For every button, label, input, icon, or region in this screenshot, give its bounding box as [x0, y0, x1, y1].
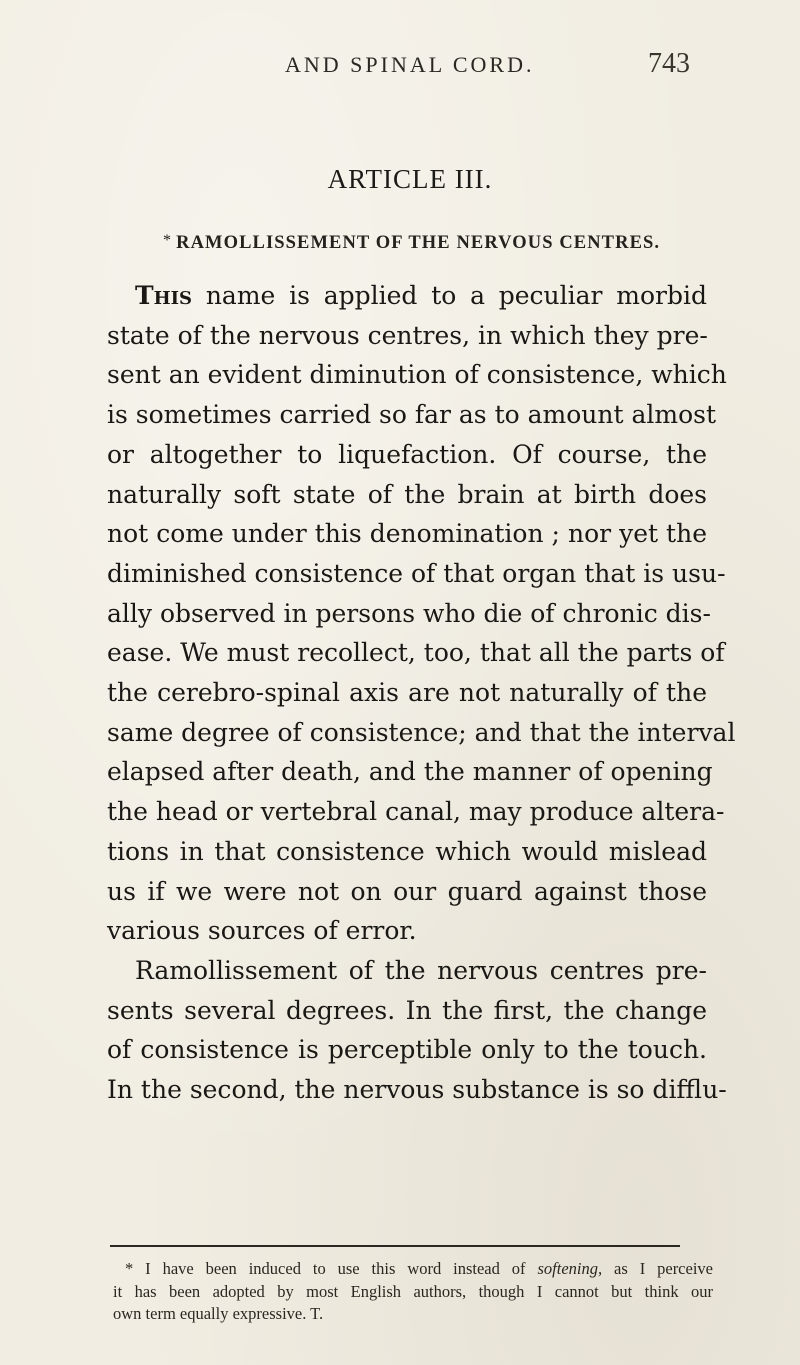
footnote-line: * I have been induced to use this word instead of softening, as I perceive: [125, 1259, 713, 1278]
footnote-line: own term equally expressive. T.: [113, 1304, 324, 1323]
page-number: 743: [648, 48, 690, 79]
footnote-divider: [110, 1245, 680, 1247]
footnote-reference-marker: *: [163, 232, 173, 249]
body-line: is sometimes carried so far as to amount almost: [107, 400, 717, 430]
body-line: naturally soft state of the brain at birth does: [107, 479, 707, 509]
footnote-line: it has been adopted by most English authors, though I cannot but think our: [113, 1281, 713, 1301]
article-heading: ARTICLE III.: [327, 164, 493, 194]
body-line: sents several degrees. In the first, the change: [107, 995, 707, 1025]
body-line: the head or vertebral canal, may produce altera-: [107, 797, 725, 827]
body-line: state of the nervous centres, in which they pre-: [107, 320, 708, 350]
subheading-text: RAMOLLISSEMENT OF THE NERVOUS CENTRES.: [176, 233, 661, 253]
body-line: ease. We must recollect, too, that all the parts of: [107, 638, 725, 668]
body-line: ally observed in persons who die of chronic dis-: [107, 598, 711, 628]
body-line: This name is applied to a peculiar morbid: [135, 281, 707, 310]
footnote: [113, 1258, 713, 1326]
body-line: diminished consistence of that organ that is usu-: [107, 558, 726, 588]
lead-word: This: [135, 281, 193, 310]
body-line: sent an evident diminution of consistence, which: [107, 360, 727, 390]
body-line: tions in that consistence which would mislead: [107, 836, 707, 866]
body-line: us if we were not on our guard against those: [107, 876, 707, 906]
article-subheading: [163, 232, 660, 254]
running-head-title: AND SPINAL CORD.: [285, 52, 535, 77]
body-line: not come under this denomination ; nor yet the: [107, 519, 707, 549]
body-line: of consistence is perceptible only to the touch.: [107, 1035, 707, 1065]
body-line: In the second, the nervous substance is so difflu-: [107, 1075, 727, 1105]
footnote-emphasis: softening,: [537, 1259, 603, 1278]
footnote-marker: *: [125, 1259, 134, 1278]
body-text: [107, 276, 736, 1110]
body-line: the cerebro-spinal axis are not naturally of the: [107, 678, 707, 708]
body-line: elapsed after death, and the manner of opening: [107, 757, 713, 787]
body-line: Ramollissement of the nervous centres pre-: [135, 955, 707, 985]
body-line: same degree of consistence; and that the interval: [107, 717, 736, 747]
body-line: or altogether to liquefaction. Of course, the: [107, 439, 707, 469]
body-line: various sources of error.: [107, 916, 417, 946]
